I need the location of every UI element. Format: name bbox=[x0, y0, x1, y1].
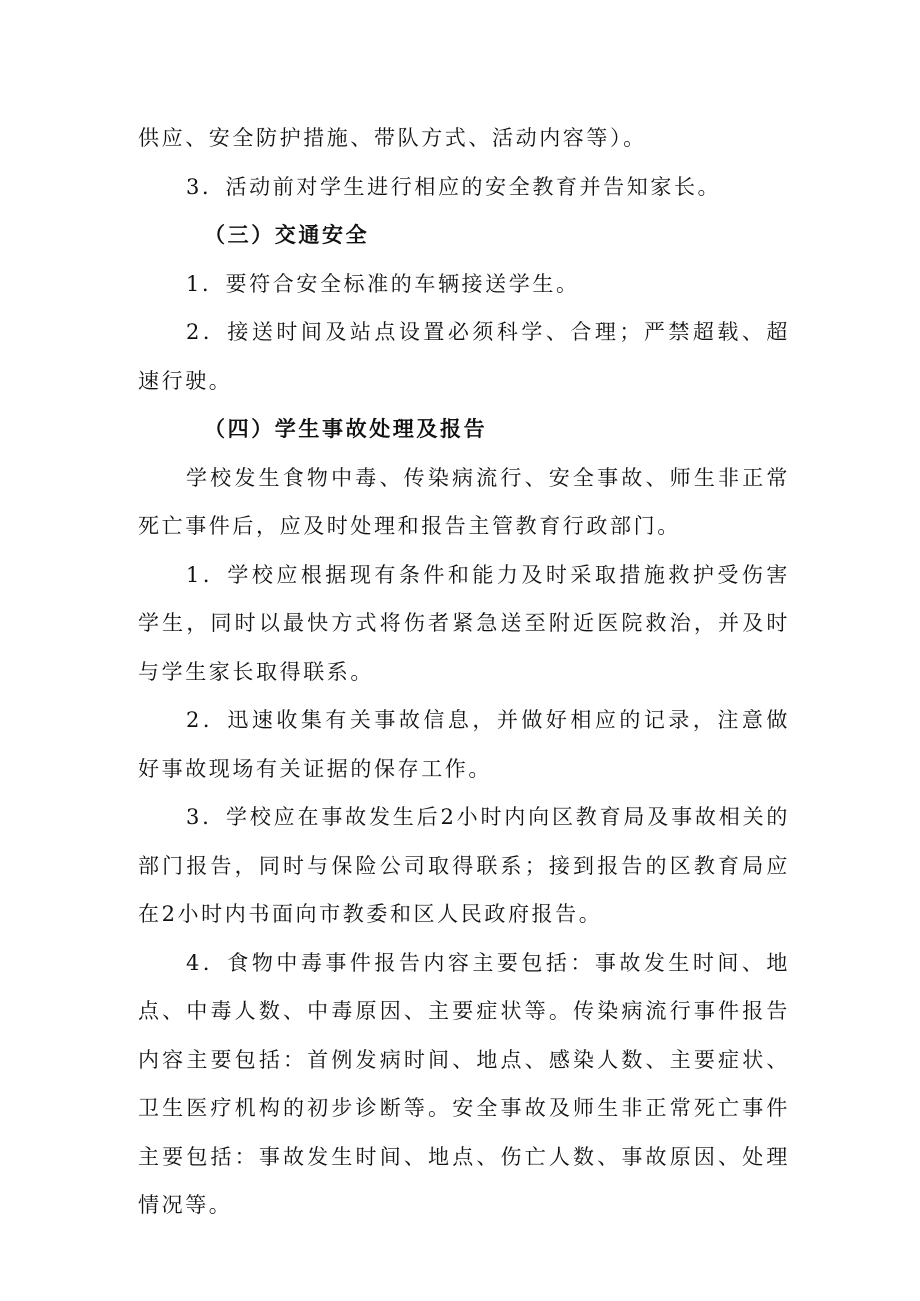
paragraph-accident-item-3: 3．学校应在事故发生后2小时内向区教育局及事故相关的部门报告，同时与保险公司取得联系；接到报告的区教育局应在2小时内书面向市教委和区人民政府报告。 bbox=[138, 805, 790, 926]
document-body bbox=[138, 114, 790, 1230]
section-heading-accident-report: （四）学生事故处理及报告 bbox=[204, 416, 488, 441]
section-heading-traffic-safety: （三）交通安全 bbox=[204, 222, 370, 247]
paragraph-item-3: 3．活动前对学生进行相应的安全教育并告知家长。 bbox=[186, 174, 722, 199]
paragraph-continuation: 供应、安全防护措施、带队方式、活动内容等）。 bbox=[138, 126, 647, 150]
paragraph-accident-item-2: 2．迅速收集有关事故信息，并做好相应的记录，注意做好事故现场有关证据的保存工作。 bbox=[138, 708, 790, 781]
paragraph-traffic-item-1: 1．要符合安全标准的车辆接送学生。 bbox=[186, 271, 580, 296]
paragraph-accident-item-4: 4．食物中毒事件报告内容主要包括：事故发生时间、地点、中毒人数、中毒原因、主要症状等。传染病流行事件报告内容主要包括：首例发病时间、地点、感染人数、主要症状、卫生医疗机构的初步诊断等。安全事故及师生非正常死亡事件主要包括：事故发生时间、地点、伤亡人数、事故原因、处理情况等。 bbox=[138, 950, 790, 1217]
paragraph-accident-item-1: 1．学校应根据现有条件和能力及时采取措施救护受伤害学生，同时以最快方式将伤者紧急送至附近医院救治，并及时与学生家长取得联系。 bbox=[138, 562, 790, 684]
paragraph-traffic-item-2: 2．接送时间及站点设置必须科学、合理；严禁超载、超速行驶。 bbox=[138, 320, 790, 393]
paragraph-accident-intro: 学校发生食物中毒、传染病流行、安全事故、师生非正常死亡事件后，应及时处理和报告主管教育行政部门。 bbox=[138, 465, 790, 538]
